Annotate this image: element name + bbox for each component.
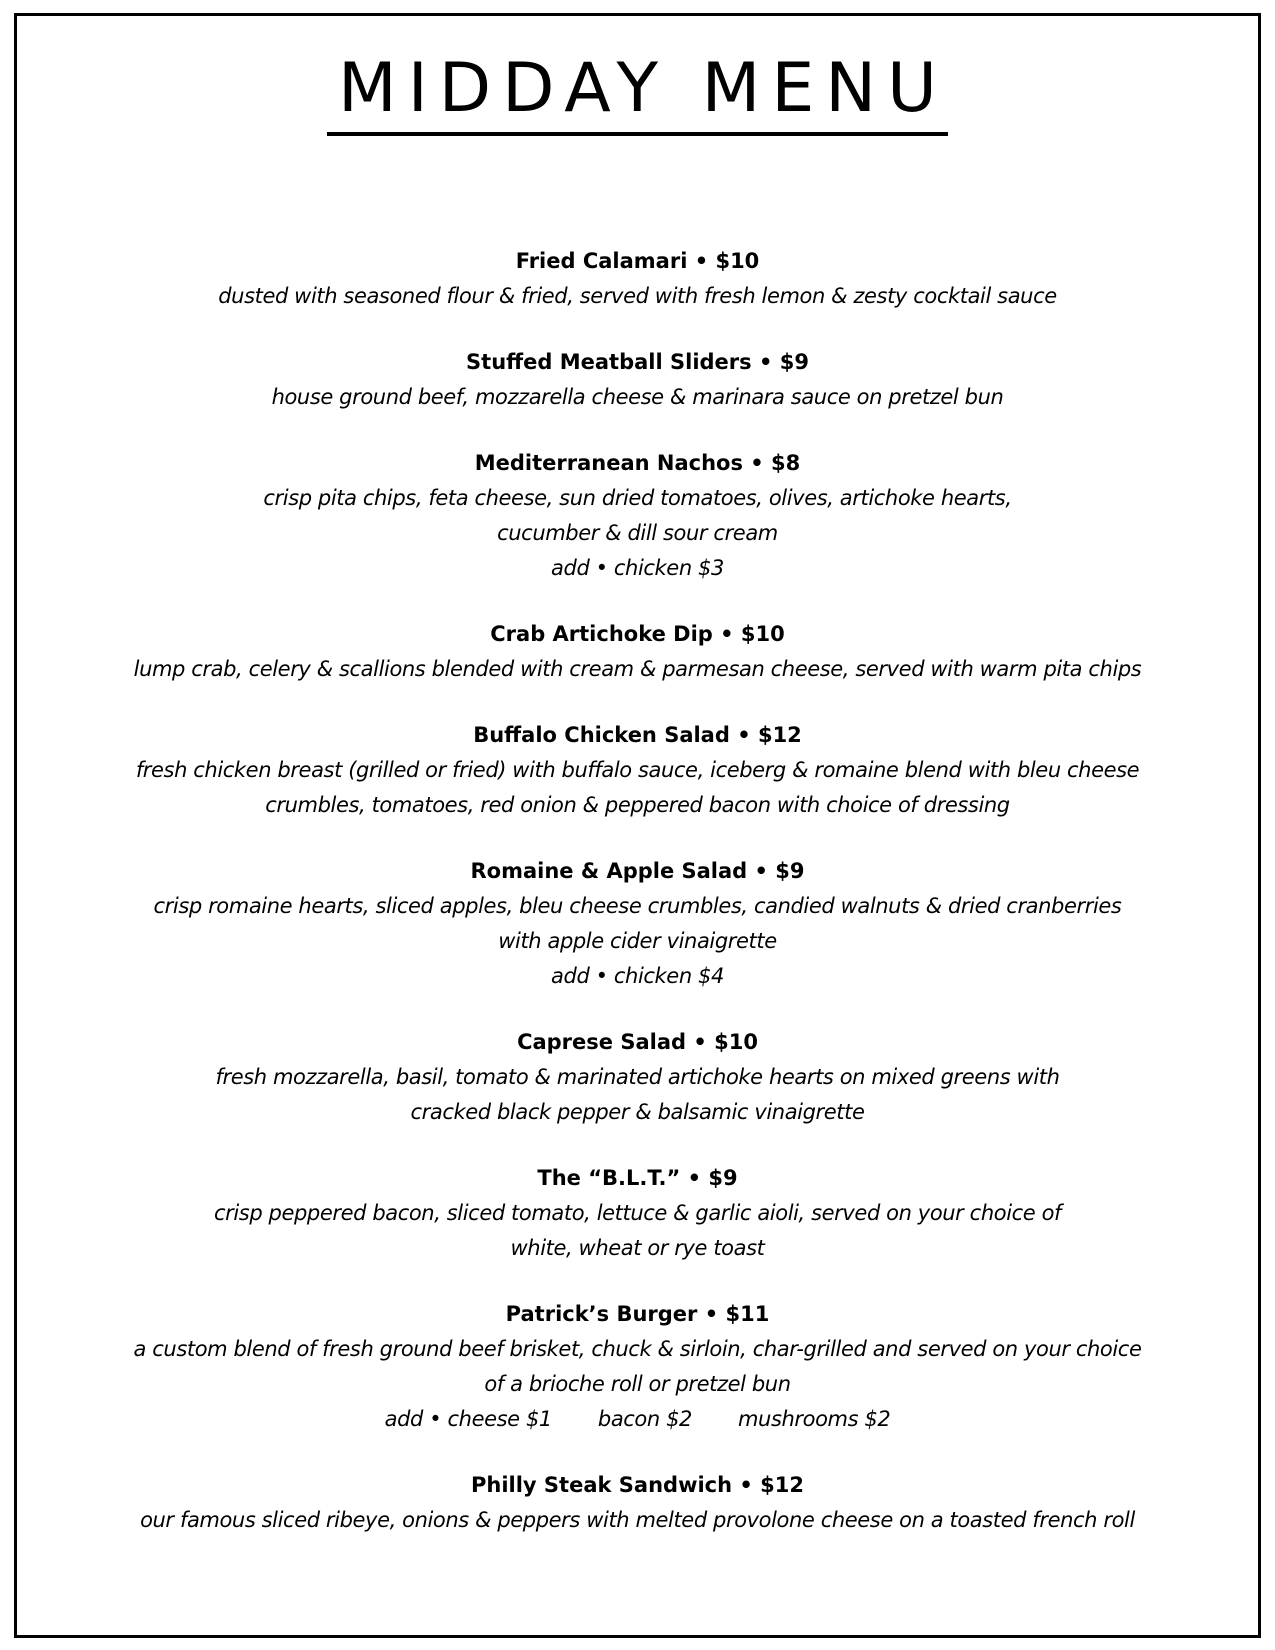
menu-item-price: $11 (725, 1302, 770, 1326)
addon-option: mushrooms $2 (738, 1407, 891, 1431)
menu-item (40, 617, 1235, 687)
menu-item-description-line: house ground beef, mozzarella cheese & marinara sauce on pretzel bun (271, 385, 1004, 409)
menu-item-price: $10 (714, 1030, 758, 1054)
addon-option: add • cheese $1 (384, 1407, 552, 1431)
menu-item-description-line: white, wheat or rye toast (510, 1236, 765, 1260)
menu-item-heading (40, 1161, 1235, 1196)
menu-item-description-line: crisp romaine hearts, sliced apples, bleu cheese crumbles, candied walnuts & dried cranberries (153, 894, 1122, 918)
menu-item (40, 446, 1235, 586)
menu-title: MIDDAY MENU (327, 52, 948, 136)
menu-item (40, 718, 1235, 823)
menu-item-name: Patrick’s Burger (505, 1302, 698, 1326)
addon-option: bacon $2 (597, 1407, 692, 1431)
price-separator: • (737, 723, 751, 747)
price-separator: • (758, 350, 773, 374)
menu-item-heading (40, 446, 1235, 481)
menu-item-heading (40, 1468, 1235, 1503)
menu-item-heading (40, 718, 1235, 753)
menu-item (40, 1468, 1235, 1538)
menu-item-description-line: crisp pita chips, feta cheese, sun dried tomatoes, olives, artichoke hearts, (263, 486, 1012, 510)
menu-item-price: $12 (757, 723, 802, 747)
menu-item-heading (40, 617, 1235, 652)
price-separator: • (754, 859, 768, 883)
menu-item-description-line: fresh chicken breast (grilled or fried) with buffalo sauce, iceberg & romaine blend with bleu cheese (135, 758, 1140, 782)
menu-items-list (40, 244, 1235, 1569)
price-separator: • (750, 451, 764, 475)
menu-item-price: $10 (715, 249, 760, 273)
menu-item-description-line: dusted with seasoned flour & fried, served with fresh lemon & zesty cocktail sauce (218, 284, 1057, 308)
menu-item-description-line: fresh mozzarella, basil, tomato & marinated artichoke hearts on mixed greens with (215, 1065, 1060, 1089)
menu-item-name: Stuffed Meatball Sliders (466, 350, 752, 374)
menu-item-name: Mediterranean Nachos (474, 451, 743, 475)
menu-item-price: $9 (775, 859, 805, 883)
menu-item-name: Fried Calamari (515, 249, 688, 273)
menu-item (40, 1297, 1235, 1437)
menu-item-description-line: crumbles, tomatoes, red onion & peppered bacon with choice of dressing (265, 793, 1010, 817)
menu-item-description-line: cracked black pepper & balsamic vinaigrette (410, 1100, 865, 1124)
menu-item-price: $12 (760, 1473, 804, 1497)
menu-item-heading (40, 1025, 1235, 1060)
menu-item-price: $9 (779, 350, 809, 374)
menu-item (40, 1161, 1235, 1266)
menu-item-description-line: with apple cider vinaigrette (498, 929, 777, 953)
price-separator: • (693, 1030, 707, 1054)
menu-item (40, 854, 1235, 994)
menu-item-name: Caprese Salad (517, 1030, 687, 1054)
menu-item-description-line: of a brioche roll or pretzel bun (484, 1372, 791, 1396)
menu-item-heading (40, 854, 1235, 889)
menu-item-description-line: our famous sliced ribeye, onions & peppers with melted provolone cheese on a toasted french roll (140, 1508, 1135, 1532)
menu-item-description-line: add • chicken $4 (551, 964, 724, 988)
menu-item-name: The “B.L.T.” (537, 1166, 681, 1190)
menu-item-price: $9 (708, 1166, 738, 1190)
price-separator: • (687, 1166, 702, 1190)
price-separator: • (704, 1302, 719, 1326)
menu-item-description-line: cucumber & dill sour cream (497, 521, 778, 545)
menu-item (40, 345, 1235, 415)
menu-item-heading (40, 345, 1235, 380)
menu-item-price: $10 (740, 622, 785, 646)
menu-item-addons (40, 1402, 1235, 1437)
menu-item-price: $8 (771, 451, 801, 475)
price-separator: • (720, 622, 734, 646)
menu-item (40, 244, 1235, 314)
menu-item-description-line: a custom blend of fresh ground beef brisket, chuck & sirloin, char-grilled and served on your choice (133, 1337, 1142, 1361)
menu-item-name: Philly Steak Sandwich (471, 1473, 733, 1497)
menu-item (40, 1025, 1235, 1130)
menu-item-name: Buffalo Chicken Salad (473, 723, 730, 747)
menu-item-description-line: add • chicken $3 (551, 556, 724, 580)
title-area (0, 49, 1275, 136)
menu-item-name: Crab Artichoke Dip (490, 622, 713, 646)
price-separator: • (739, 1473, 753, 1497)
menu-item-description-line: lump crab, celery & scallions blended with cream & parmesan cheese, served with warm pita chips (133, 657, 1142, 681)
menu-item-description-line: crisp peppered bacon, sliced tomato, lettuce & garlic aioli, served on your choice of (213, 1201, 1062, 1225)
menu-item-heading (40, 1297, 1235, 1332)
price-separator: • (694, 249, 709, 273)
menu-item-heading (40, 244, 1235, 279)
menu-item-name: Romaine & Apple Salad (470, 859, 748, 883)
